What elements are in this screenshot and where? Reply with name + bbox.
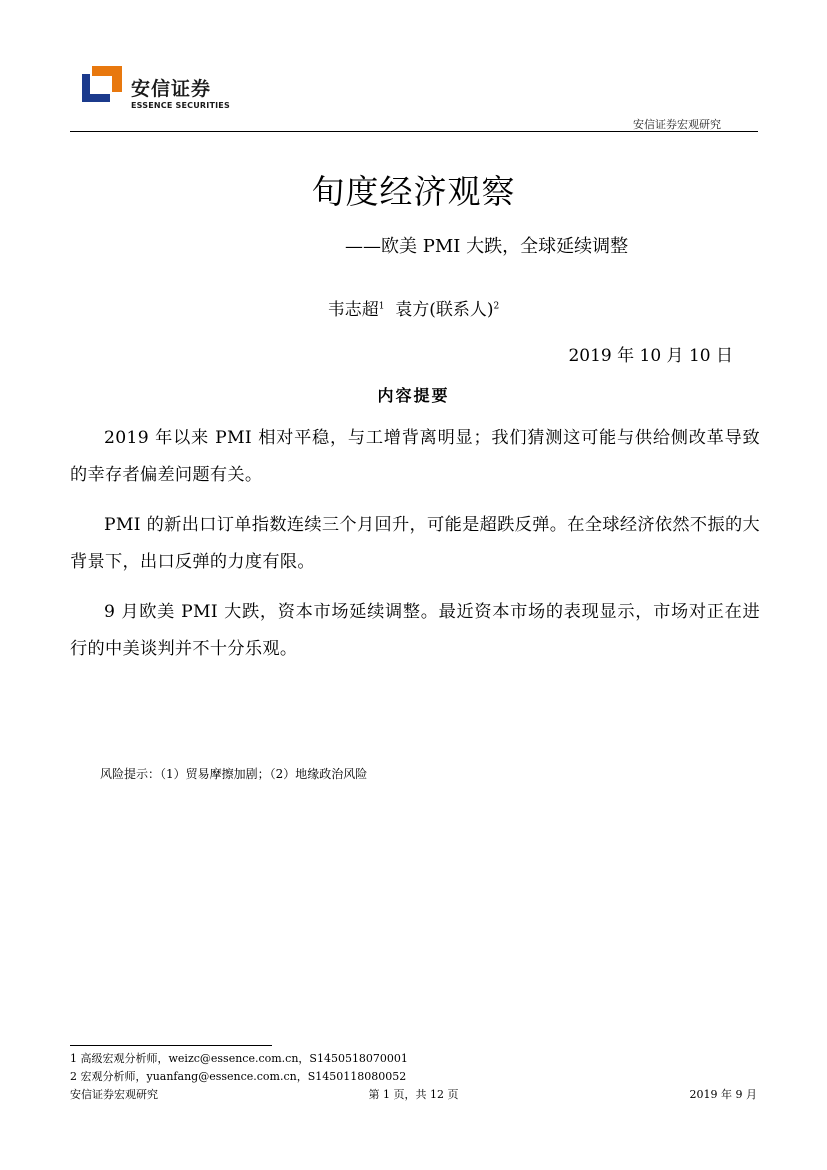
header-divider bbox=[70, 131, 758, 132]
summary-paragraph: 2019 年以来 PMI 相对平稳，与工增背离明显；我们猜测这可能与供给侧改革导致的幸存者偏差问题有关。 bbox=[70, 428, 760, 485]
essence-logo-icon bbox=[82, 66, 122, 102]
summary-heading: 内容提要 bbox=[377, 386, 450, 405]
footnote-divider bbox=[70, 1045, 272, 1046]
footnote-2: 2 宏观分析师，yuanfang@essence.com.cn，S1450118080052 bbox=[70, 1070, 407, 1083]
footnote-1: 1 高级宏观分析师，weizc@essence.com.cn，S1450518070001 bbox=[70, 1052, 408, 1065]
risk-warning: 风险提示：（1）贸易摩擦加剧；（2）地缘政治风险 bbox=[100, 767, 368, 781]
page-number: 第 1 页，共 12 页 bbox=[368, 1088, 459, 1101]
report-title: 旬度经济观察 bbox=[311, 172, 516, 211]
authors-line bbox=[0, 295, 827, 320]
summary-paragraph: PMI 的新出口订单指数连续三个月回升，可能是超跌反弹。在全球经济依然不振的大背景下，出口反弹的力度有限。 bbox=[70, 515, 760, 572]
author-1: 韦志超 bbox=[327, 300, 379, 320]
report-subtitle: ——欧美 PMI 大跌，全球延续调整 bbox=[345, 236, 629, 257]
report-date: 2019 年 10 月 10 日 bbox=[568, 346, 733, 366]
header-right-text: 安信证券宏观研究 bbox=[633, 118, 721, 131]
author-2-footnote-mark: 2 bbox=[493, 301, 500, 312]
author-1-footnote-mark: 1 bbox=[378, 301, 385, 312]
summary-paragraph: 9 月欧美 PMI 大跌，资本市场延续调整。最近资本市场的表现显示，市场对正在进行的中美谈判并不十分乐观。 bbox=[70, 602, 760, 659]
author-2: 袁方(联系人) bbox=[395, 300, 494, 320]
footer-date: 2019 年 9 月 bbox=[689, 1088, 757, 1101]
brand-name-cn: 安信证券 bbox=[131, 78, 212, 100]
brand-name-en: ESSENCE SECURITIES bbox=[131, 101, 230, 110]
footer-left: 安信证券宏观研究 bbox=[70, 1088, 158, 1101]
